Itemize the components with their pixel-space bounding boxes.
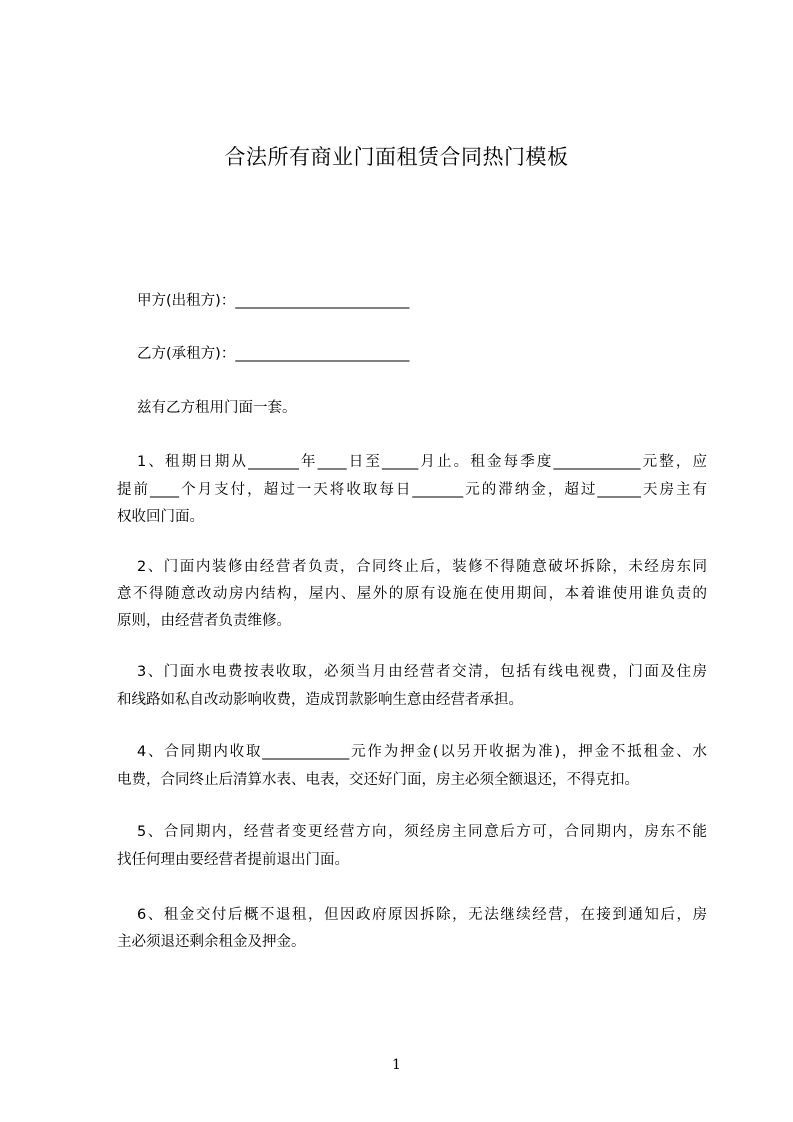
page-number: 1 bbox=[392, 1057, 401, 1073]
clause-5-line-1: 5、合同期内，经营者变更经营方向，须经房主同意后方可，合同期内，房东不能 bbox=[137, 824, 707, 840]
clause-2-line-1: 2、门面内装修由经营者负责，合同终止后，装修不得随意破坏拆除，未经房东同 bbox=[137, 559, 707, 575]
clause-5-line-2: 找任何理由要经营者提前退出门面。 bbox=[117, 852, 349, 868]
party-b-line: 乙方(承租方)：________________________ bbox=[137, 346, 410, 362]
clause-2-line-3: 原则，由经营者负责维修。 bbox=[117, 613, 291, 629]
clause-1-line-3: 权收回门面。 bbox=[117, 509, 204, 525]
clause-4-line-1: 4、合同期内收取____________元作为押金(以另开收据为准)，押金不抵租金、水 bbox=[137, 744, 707, 760]
clause-4-line-2: 电费，合同终止后清算水表、电表，交还好门面，房主必须全额退还，不得克扣。 bbox=[117, 772, 639, 788]
clause-6-line-2: 主必须退还剩余租金及押金。 bbox=[117, 934, 306, 950]
clause-6-line-1: 6、租金交付后概不退租，但因政府原因拆除，无法继续经营，在接到通知后，房 bbox=[137, 907, 707, 923]
clause-3-line-1: 3、门面水电费按表收取，必须当月由经营者交清，包括有线电视费，门面及住房 bbox=[137, 664, 707, 680]
clause-1-line-1: 1、租期日期从_______年____日至_____月止。租金每季度____________元整，应 bbox=[137, 454, 707, 470]
party-a-line: 甲方(出租方)：________________________ bbox=[137, 293, 410, 309]
clause-3-line-2: 和线路如私自改动影响收费，造成罚款影响生意由经营者承担。 bbox=[117, 692, 523, 708]
clause-1-line-2: 提前____个月支付，超过一天将收取每日_______元的滞纳金，超过______天房主有 bbox=[117, 482, 707, 498]
clause-2-line-2: 意不得随意改动房内结构，屋内、屋外的原有设施在使用期间，本着谁使用谁负责的 bbox=[117, 586, 707, 602]
intro-text: 兹有乙方租用门面一套。 bbox=[137, 400, 297, 416]
document-title: 合法所有商业门面租赁合同热门模板 bbox=[224, 145, 569, 169]
